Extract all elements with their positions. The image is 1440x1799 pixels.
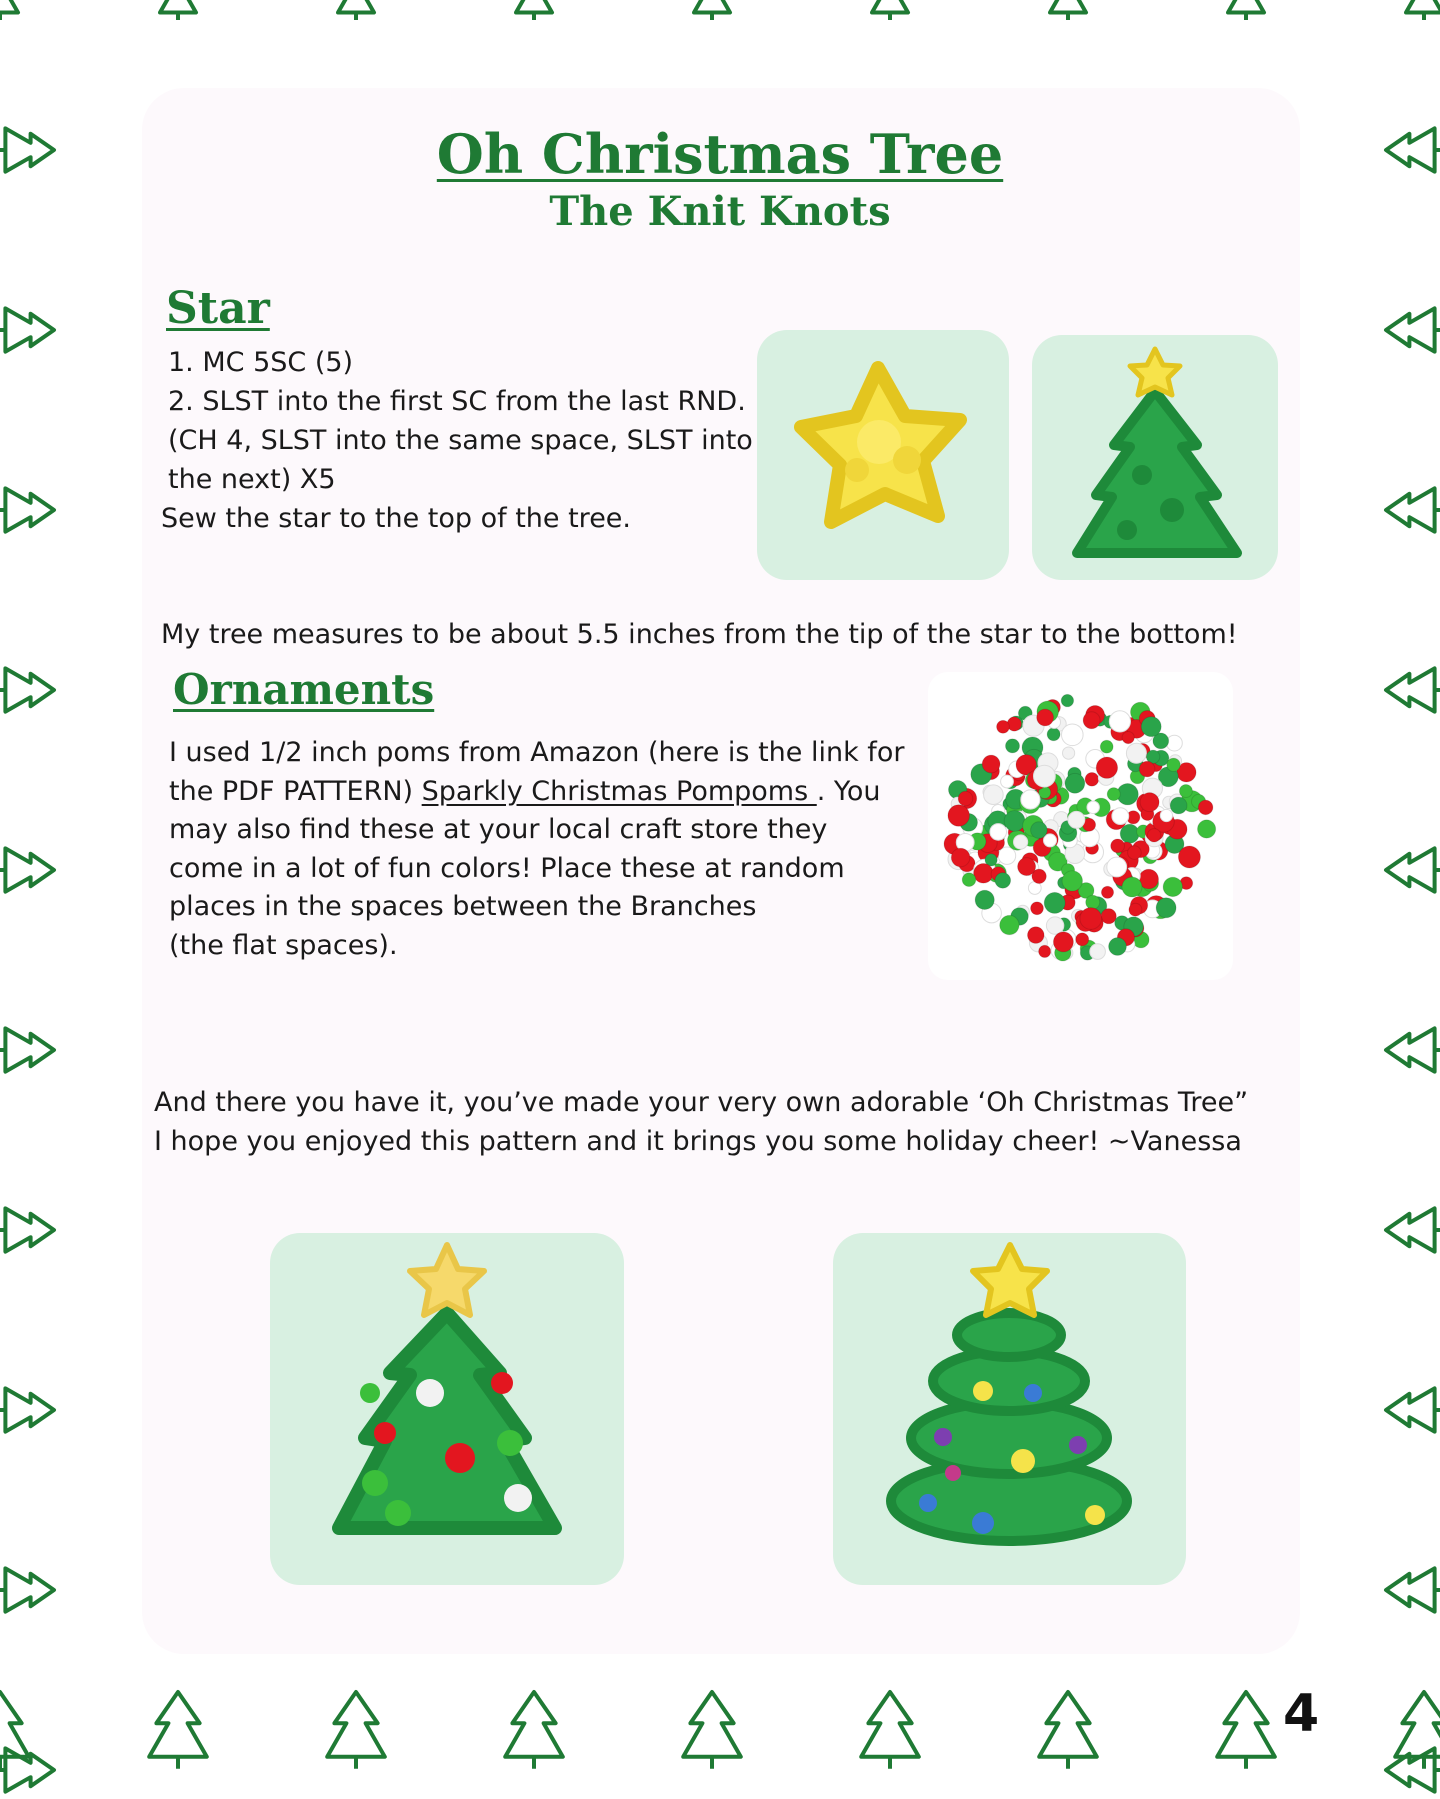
pompom-dot bbox=[1083, 712, 1100, 729]
closing-line-1: And there you have it, you’ve made your very own adorable ‘Oh Christmas Tree” bbox=[154, 1087, 1249, 1118]
christmas-tree-icon bbox=[1386, 668, 1440, 711]
pompom-dot bbox=[1062, 724, 1084, 746]
pompom-dot bbox=[1062, 871, 1082, 891]
pompom-dot bbox=[1111, 839, 1125, 853]
pompom-dot bbox=[1014, 835, 1028, 849]
pompom-dot bbox=[1112, 808, 1129, 825]
christmas-tree-icon bbox=[861, 1692, 919, 1769]
pompoms-pile-image bbox=[928, 672, 1233, 980]
pompom-dot bbox=[1086, 895, 1100, 909]
pompom-dot bbox=[1090, 944, 1106, 960]
christmas-tree-icon bbox=[0, 1568, 54, 1611]
pompom-dot bbox=[1129, 903, 1142, 916]
finished-tree-photo-2 bbox=[833, 1233, 1186, 1585]
pompom-dot bbox=[1107, 857, 1127, 877]
christmas-tree-icon bbox=[149, 1692, 207, 1769]
pompom-dot bbox=[1141, 717, 1161, 737]
ornaments-text-2-post: . You bbox=[816, 776, 881, 807]
pompom-dot bbox=[962, 873, 976, 887]
pompom-dot bbox=[997, 720, 1010, 733]
christmas-tree-icon bbox=[694, 0, 730, 20]
pompom-dot bbox=[1053, 932, 1073, 952]
pompom-dot bbox=[951, 848, 970, 867]
pompom-dot bbox=[1034, 765, 1056, 787]
pompom-dot bbox=[1004, 811, 1025, 832]
pompom-dot bbox=[1163, 877, 1182, 896]
pompom-dot bbox=[1109, 711, 1130, 732]
pompom-dot bbox=[1096, 757, 1117, 778]
star-step-2-end: the next) X5 bbox=[168, 464, 336, 495]
pompom-dot bbox=[1000, 915, 1019, 934]
pompom-dot bbox=[1100, 740, 1113, 753]
pompom-dot bbox=[1076, 933, 1089, 946]
pompom-dot bbox=[1028, 927, 1045, 944]
christmas-tree-icon bbox=[1228, 0, 1264, 20]
pompom-dot bbox=[1128, 846, 1142, 860]
pompom-dot bbox=[1147, 829, 1160, 842]
pompom-dot bbox=[1061, 694, 1073, 706]
christmas-tree-icon bbox=[1386, 848, 1440, 891]
pompom-dot bbox=[1101, 886, 1113, 898]
pompom-dot bbox=[1198, 820, 1216, 838]
pompom-dot bbox=[1068, 811, 1085, 828]
star-heading: Star bbox=[166, 283, 270, 334]
pompom-dot bbox=[1021, 790, 1040, 809]
pompom-dot bbox=[1047, 728, 1060, 741]
christmas-tree-icon bbox=[1386, 1568, 1440, 1611]
pompom-dot bbox=[995, 873, 1011, 889]
pompom-dot bbox=[1167, 758, 1180, 771]
pompom-dot bbox=[975, 890, 994, 909]
christmas-tree-icon bbox=[1386, 488, 1440, 531]
pompom-dot bbox=[990, 824, 1007, 841]
ornaments-text-6: (the flat spaces). bbox=[169, 930, 398, 961]
star-step-2-cont: (CH 4, SLST into the same space, SLST into bbox=[168, 425, 753, 456]
pompom-dot bbox=[1156, 898, 1176, 918]
pompom-dot bbox=[1018, 858, 1036, 876]
pompom-dot bbox=[1160, 809, 1172, 821]
pompom-dot bbox=[1178, 846, 1200, 868]
ornaments-text-2 bbox=[169, 772, 880, 811]
ornaments-text-3: may also find these at your local craft store they bbox=[169, 814, 828, 845]
pompom-dot bbox=[1031, 902, 1044, 915]
crochet-tree-with-star-image bbox=[1032, 335, 1278, 580]
ornaments-heading: Ornaments bbox=[173, 665, 435, 714]
christmas-tree-icon bbox=[0, 1028, 54, 1071]
star-step-2: 2. SLST into the first SC from the last RND. bbox=[168, 386, 746, 417]
pompom-dot bbox=[1122, 877, 1142, 897]
pompom-dot bbox=[1107, 788, 1120, 801]
pompom-dot bbox=[1179, 785, 1192, 798]
christmas-tree-icon bbox=[0, 1208, 54, 1251]
pompom-dot bbox=[982, 755, 1000, 773]
christmas-tree-icon bbox=[1039, 1692, 1097, 1769]
page-title: Oh Christmas Tree bbox=[436, 122, 1004, 186]
pompom-dot bbox=[1140, 793, 1159, 812]
star-sew-note: Sew the star to the top of the tree. bbox=[161, 503, 631, 534]
pompom-dot bbox=[1109, 938, 1127, 956]
christmas-tree-icon bbox=[683, 1692, 741, 1769]
finished-tree-ornaments-image bbox=[833, 1233, 1186, 1585]
pompom-dot bbox=[948, 805, 970, 827]
pompom-dot bbox=[1037, 709, 1054, 726]
pompom-dot bbox=[1170, 797, 1187, 814]
christmas-tree-icon bbox=[1217, 1692, 1275, 1769]
pompom-dot bbox=[974, 864, 994, 884]
christmas-tree-icon bbox=[160, 0, 196, 20]
pompom-dot bbox=[1126, 743, 1146, 763]
christmas-tree-icon bbox=[1386, 1208, 1440, 1251]
christmas-tree-icon bbox=[1406, 0, 1440, 20]
pompom-dot bbox=[1085, 773, 1099, 787]
crochet-star-image bbox=[757, 330, 1009, 580]
pompom-dot bbox=[1139, 761, 1155, 777]
pompom-dot bbox=[1006, 739, 1020, 753]
christmas-tree-icon bbox=[1050, 0, 1086, 20]
christmas-tree-icon bbox=[0, 0, 18, 20]
christmas-tree-icon bbox=[338, 0, 374, 20]
pompom-dot bbox=[1044, 892, 1065, 913]
christmas-tree-icon bbox=[1386, 1028, 1440, 1071]
christmas-tree-icon bbox=[516, 0, 552, 20]
pompom-dot bbox=[1122, 732, 1134, 744]
pompom-dot bbox=[1063, 747, 1075, 759]
closing-line-2: I hope you enjoyed this pattern and it brings you some holiday cheer! ~Vanessa bbox=[154, 1126, 1242, 1157]
christmas-tree-icon bbox=[0, 308, 54, 351]
star-tree-photo bbox=[1032, 335, 1278, 580]
pompom-dot bbox=[958, 791, 973, 806]
finished-tree-photo-1 bbox=[270, 1233, 624, 1585]
ornaments-text-5: places in the spaces between the Branches bbox=[169, 891, 757, 922]
pompom-dot bbox=[1198, 800, 1213, 815]
christmas-tree-icon bbox=[872, 0, 908, 20]
christmas-tree-icon bbox=[1386, 1388, 1440, 1431]
christmas-tree-icon bbox=[327, 1692, 385, 1769]
pompom-dot bbox=[1031, 822, 1048, 839]
star-step-1: 1. MC 5SC (5) bbox=[168, 347, 354, 378]
page-subtitle: The Knit Knots bbox=[549, 188, 891, 235]
star-photo bbox=[757, 330, 1009, 580]
christmas-tree-icon bbox=[505, 1692, 563, 1769]
christmas-tree-icon bbox=[0, 1388, 54, 1431]
christmas-tree-icon bbox=[0, 668, 54, 711]
ornaments-text-4: come in a lot of fun colors! Place these at random bbox=[169, 853, 845, 884]
pompom-dot bbox=[1087, 801, 1099, 813]
christmas-tree-icon bbox=[1386, 308, 1440, 351]
ornaments-text-2-pre: the PDF PATTERN) bbox=[169, 776, 422, 807]
measurement-note: My tree measures to be about 5.5 inches from the tip of the star to the bottom! bbox=[161, 619, 1238, 650]
pompom-dot bbox=[1039, 945, 1051, 957]
page-number: 4 bbox=[1283, 1684, 1320, 1744]
pompoms-photo bbox=[928, 672, 1233, 980]
pompom-dot bbox=[984, 785, 1004, 805]
christmas-tree-icon bbox=[0, 488, 54, 531]
christmas-tree-icon bbox=[0, 848, 54, 891]
pompoms-link[interactable]: Sparkly Christmas Pompoms bbox=[421, 776, 817, 807]
pompom-dot bbox=[1065, 773, 1085, 793]
pompom-dot bbox=[1080, 908, 1102, 930]
finished-tree-pompoms-image bbox=[270, 1233, 624, 1585]
ornaments-text-1: I used 1/2 inch poms from Amazon (here is the link for bbox=[169, 737, 905, 768]
pompom-dot bbox=[1001, 775, 1014, 788]
